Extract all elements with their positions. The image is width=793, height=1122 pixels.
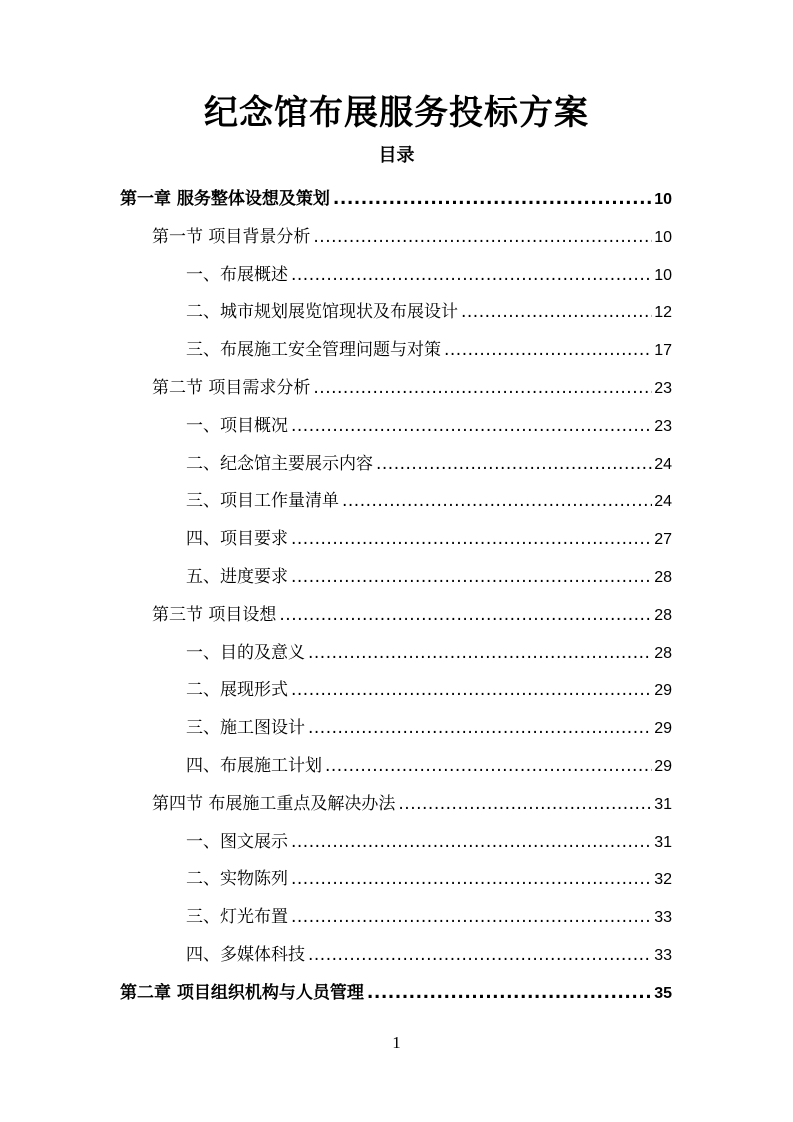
toc-entry-page-number: 27 [654,531,672,549]
toc-dot-leader [291,257,652,295]
toc-entry-page-number: 24 [654,455,672,473]
toc-dot-leader [313,219,652,257]
toc-dot-leader [367,975,652,1013]
toc-dot-leader [313,370,652,408]
toc-entry-label: 三、布展施工安全管理问题与对策 [186,340,441,361]
toc-entry-item[interactable] [120,446,672,484]
toc-entry-page-number: 24 [654,493,672,511]
toc-entry-item[interactable] [120,483,672,521]
toc-dot-leader [279,597,652,635]
toc-dot-leader [308,937,652,975]
toc-entry-item[interactable] [120,861,672,899]
toc-entry-chapter[interactable] [120,975,672,1013]
toc-dot-leader [398,786,652,824]
toc-entry-page-number: 12 [654,304,672,322]
toc-entry-label: 二、实物陈列 [186,869,288,890]
toc-entry-label: 第一节 项目背景分析 [152,226,311,247]
toc-entry-item[interactable] [120,824,672,862]
toc-entry-page-number: 23 [654,417,672,435]
toc-entry-section[interactable] [120,786,672,824]
toc-entry-chapter[interactable] [120,181,672,219]
toc-entry-page-number: 33 [654,946,672,964]
toc-entry-page-number: 35 [654,984,672,1002]
toc-entry-section[interactable] [120,597,672,635]
toc-entry-page-number: 28 [654,644,672,662]
toc-dot-leader [291,861,652,899]
toc-entry-page-number: 33 [654,909,672,927]
toc-dot-leader [308,635,652,673]
toc-entry-page-number: 23 [654,379,672,397]
toc-entry-item[interactable] [120,257,672,295]
toc-entry-item[interactable] [120,672,672,710]
toc-entry-page-number: 29 [654,720,672,738]
toc-dot-leader [342,483,652,521]
page-number: 1 [392,1033,401,1052]
toc-entry-item[interactable] [120,899,672,937]
toc-entry-page-number: 32 [654,871,672,889]
toc-entry-page-number: 29 [654,682,672,700]
toc-entry-label: 一、布展概述 [186,264,288,285]
toc-entry-label: 第二节 项目需求分析 [152,377,311,398]
toc-dot-leader [291,672,652,710]
toc-entry-label: 一、项目概况 [186,415,288,436]
toc-entry-label: 四、多媒体科技 [186,944,305,965]
toc-entry-item[interactable] [120,748,672,786]
toc-dot-leader [325,748,652,786]
toc-dot-leader [291,899,652,937]
toc-entry-page-number: 28 [654,568,672,586]
toc-entry-page-number: 17 [654,342,672,360]
toc-heading: 目录 [378,145,415,166]
toc-entry-label: 第一章 服务整体设想及策划 [120,189,330,209]
toc-entry-page-number: 29 [654,757,672,775]
toc-entry-item[interactable] [120,635,672,673]
toc-dot-leader [291,559,652,597]
toc-dot-leader [308,710,652,748]
toc-entry-page-number: 10 [654,266,672,284]
toc-entry-label: 四、布展施工计划 [186,755,322,776]
toc-dot-leader [291,408,652,446]
toc-entry-label: 第二章 项目组织机构与人员管理 [120,982,364,1003]
document-title: 纪念馆布展服务投标方案 [204,93,589,133]
table-of-contents [120,181,672,1013]
toc-entry-item[interactable] [120,937,672,975]
toc-entry-page-number: 31 [654,833,672,851]
toc-entry-section[interactable] [120,219,672,257]
toc-entry-label: 第三节 项目设想 [152,604,277,625]
toc-dot-leader [291,521,652,559]
toc-entry-page-number: 10 [654,191,672,208]
toc-entry-label: 一、图文展示 [186,831,288,852]
toc-dot-leader [444,332,652,370]
toc-entry-item[interactable] [120,332,672,370]
toc-entry-label: 一、目的及意义 [186,642,305,663]
toc-dot-leader [376,446,652,484]
toc-entry-item[interactable] [120,294,672,332]
toc-entry-page-number: 31 [654,795,672,813]
toc-dot-leader [461,294,652,332]
toc-dot-leader [333,181,652,219]
toc-entry-label: 三、施工图设计 [186,718,305,739]
toc-entry-label: 三、项目工作量清单 [186,491,339,512]
toc-entry-section[interactable] [120,370,672,408]
toc-entry-page-number: 28 [654,606,672,624]
toc-entry-item[interactable] [120,710,672,748]
toc-entry-label: 四、项目要求 [186,529,288,550]
toc-entry-label: 二、城市规划展览馆现状及布展设计 [186,302,458,323]
toc-entry-page-number: 10 [654,228,672,246]
toc-entry-item[interactable] [120,408,672,446]
toc-dot-leader [291,824,652,862]
toc-entry-label: 五、进度要求 [186,566,288,587]
toc-entry-label: 二、纪念馆主要展示内容 [186,453,373,474]
toc-entry-label: 二、展现形式 [186,680,288,701]
toc-entry-item[interactable] [120,521,672,559]
toc-entry-item[interactable] [120,559,672,597]
toc-entry-label: 三、灯光布置 [186,907,288,928]
toc-entry-label: 第四节 布展施工重点及解决办法 [152,793,396,814]
